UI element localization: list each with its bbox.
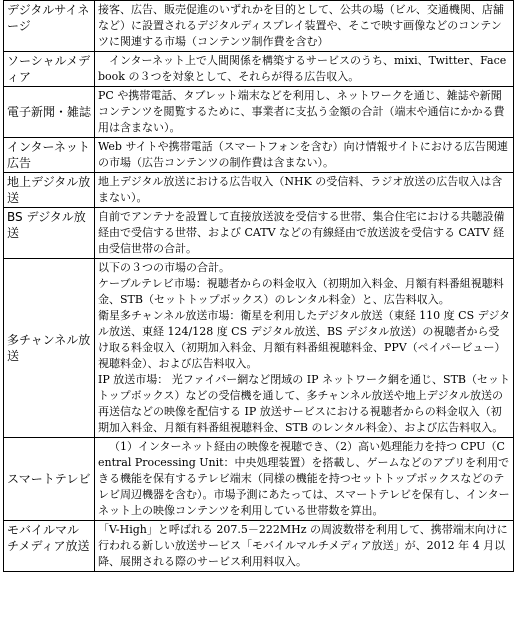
table-row bbox=[4, 438, 514, 521]
term-cell: 電子新聞・雑誌 bbox=[4, 87, 95, 138]
description-cell bbox=[95, 521, 514, 572]
description-cell bbox=[95, 438, 514, 521]
table-row bbox=[4, 87, 514, 138]
term-cell: スマートテレビ bbox=[4, 438, 95, 521]
term-cell: 地上デジタル放送 bbox=[4, 173, 95, 208]
term-cell: モバイルマルチメディア放送 bbox=[4, 521, 95, 572]
description-text: 衛星多チャンネル放送市場：衛星を利用したデジタル放送（東経 110 度 CS デジタル放送、東経 124/128 度 CS デジタル放送、BS デジタル放送）の視聴者から受け取る料金収入（初期加入料金、月額有料番組視聴料金、PPV（ペイパービュー）視聴料金）、および広告料収入。 bbox=[98, 309, 510, 370]
description-text: （1）インターネット経由の映像を視聴でき、（2）高い処理能力を持つ CPU（Central Processing Unit：中央処理装置）を搭載し、ゲームなどのアプリを利用できる機能を保有するテレビ端末（同様の機能を持つセットトップボックスなどのテレビ周辺機器を含む）。市場予測にあたっては、スマートテレビを保有し、インターネット上の映像コンテンツを利用している世帯数を算出。 bbox=[98, 440, 510, 517]
description-text: IP 放送市場： 光ファイバー網など閉域の IP ネットワーク網を通じ、STB（セットトップボックス）などの受信機を通して、多チャンネル放送や地上デジタル放送の再送信などの映像を配信する IP 放送サービスにおける視聴者からの料金収入（初期加入料金、月額有料番組視聴料金、STB のレンタル料金）、および広告料収入。 bbox=[98, 373, 510, 434]
description-cell bbox=[95, 173, 514, 208]
description-text: 自前でアンテナを設置して直接放送波を受信する世帯、集合住宅における共聴設備経由で受信する世帯、および CATV などの有線経由で放送波を受信する CATV 経由受信世帯の合計。 bbox=[98, 210, 505, 255]
table-row bbox=[4, 173, 514, 208]
term-cell: ソーシャルメディア bbox=[4, 52, 95, 87]
description-text: 地上デジタル放送における広告収入（NHK の受信料、ラジオ放送の広告収入は含まない）。 bbox=[98, 175, 503, 204]
description-text: インターネット上で人間関係を構築するサービスのうち、mixi、Twitter、Facebook の３つを対象として、それらが得る広告収入。 bbox=[98, 54, 507, 83]
description-cell bbox=[95, 208, 514, 259]
description-text: PC や携帯電話、タブレット端末などを利用し、ネットワークを通じ、雑誌や新聞コンテンツを閲覧するために、事業者に支払う金額の合計（端末や通信にかかる費用は含まない）。 bbox=[98, 89, 505, 134]
description-text: ケーブルテレビ市場：視聴者からの料金収入（初期加入料金、月額有料番組視聴料金、STB（セットトップボックス）のレンタル料金）と、広告料収入。 bbox=[98, 277, 504, 306]
term-cell: インターネット広告 bbox=[4, 138, 95, 173]
description-cell bbox=[95, 87, 514, 138]
description-cell bbox=[95, 52, 514, 87]
term-cell: デジタルサイネージ bbox=[4, 1, 95, 52]
table-row bbox=[4, 1, 514, 52]
definitions-table bbox=[3, 0, 514, 572]
description-cell bbox=[95, 1, 514, 52]
description-text: Web サイトや携帯電話（スマートフォンを含む）向け情報サイトにおける広告関連の市場（広告コンテンツの制作費は含まない）。 bbox=[98, 140, 508, 169]
term-cell: 多チャンネル放送 bbox=[4, 259, 95, 438]
table-row bbox=[4, 208, 514, 259]
table-row bbox=[4, 52, 514, 87]
description-cell bbox=[95, 138, 514, 173]
description-text: 接客、広告、販売促進のいずれかを目的として、公共の場（ビル、交通機関、店舗など）に設置されるデジタルディスプレイ装置や、そこで映す画像などのコンテンツに関連する市場（コンテンツ制作費を含む） bbox=[98, 3, 504, 48]
table-row bbox=[4, 259, 514, 438]
description-text: 以下の３つの市場の合計。 bbox=[98, 261, 230, 274]
description-cell bbox=[95, 259, 514, 438]
description-text: 「V-High」と呼ばれる 207.5－222MHz の周波数帯を利用して、携帯端末向けに行われる新しい放送サービス「モバイルマルチメディア放送」が、2012 年 4 月以降、展開される際のサービス利用料収入。 bbox=[98, 523, 508, 568]
table-row bbox=[4, 138, 514, 173]
table-row bbox=[4, 521, 514, 572]
term-cell: BS デジタル放送 bbox=[4, 208, 95, 259]
